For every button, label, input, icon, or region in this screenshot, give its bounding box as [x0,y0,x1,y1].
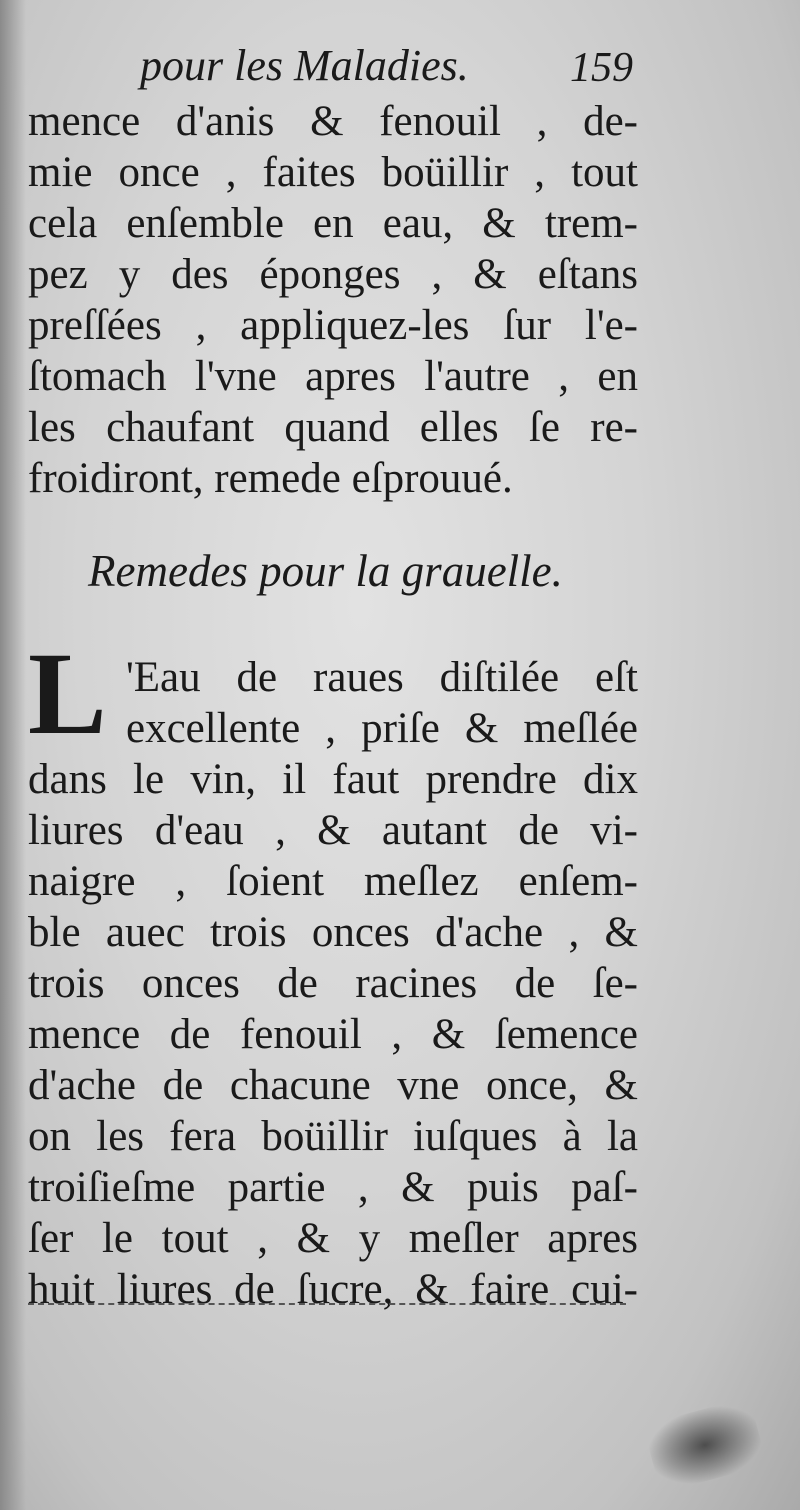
text-line: pez y des éponges , & eſtans [28,251,638,298]
text-line: huit liures de ſucre, & faire cui- [28,1266,638,1313]
text-line: trois onces de racines de ſe- [28,960,638,1007]
text-line: troiſieſme partie , & puis paſ- [28,1164,638,1211]
text-line: naigre , ſoient meſlez enſem- [28,858,638,905]
text-line: preſſées , appliquez-les ſur l'e- [28,302,638,349]
page-number: 159 [570,45,633,91]
paragraph-gravel-remedy [28,652,638,1315]
text-line: mence de fenouil , & ſemence [28,1011,638,1058]
drop-cap: L [28,628,107,759]
text-line: liures d'eau , & autant de vi- [28,807,638,854]
text-line: dans le vin, il faut prendre dix [28,756,638,803]
text-line: mence d'anis & fenouil , de- [28,98,638,145]
text-line: ſer le tout , & y meſler apres [28,1215,638,1262]
running-title: pour les Maladies. [140,41,469,90]
binding-shadow [0,0,26,1510]
text-line: mie once , faites boüillir , tout [28,149,638,196]
text-line: ſtomach l'vne apres l'autre , en [28,353,638,400]
bottom-rule [28,1303,626,1305]
paragraph-continued [28,96,638,504]
section-heading: Remedes pour la grauelle. [88,546,563,596]
text-line: on les fera boüillir iuſques à la [28,1113,638,1160]
text-line: les chaufant quand elles ſe re- [28,404,638,451]
text-line: 'Eau de raues diſtilée eſt [126,654,638,701]
text-line: d'ache de chacune vne once, & [28,1062,638,1109]
text-line: froidiront, remede eſprouué. [28,455,513,502]
text-line: ble auec trois onces d'ache , & [28,909,638,956]
ink-stain [643,1397,767,1493]
text-line: cela enſemble en eau, & trem- [28,200,638,247]
text-line: excellente , priſe & meſlée [126,705,638,752]
